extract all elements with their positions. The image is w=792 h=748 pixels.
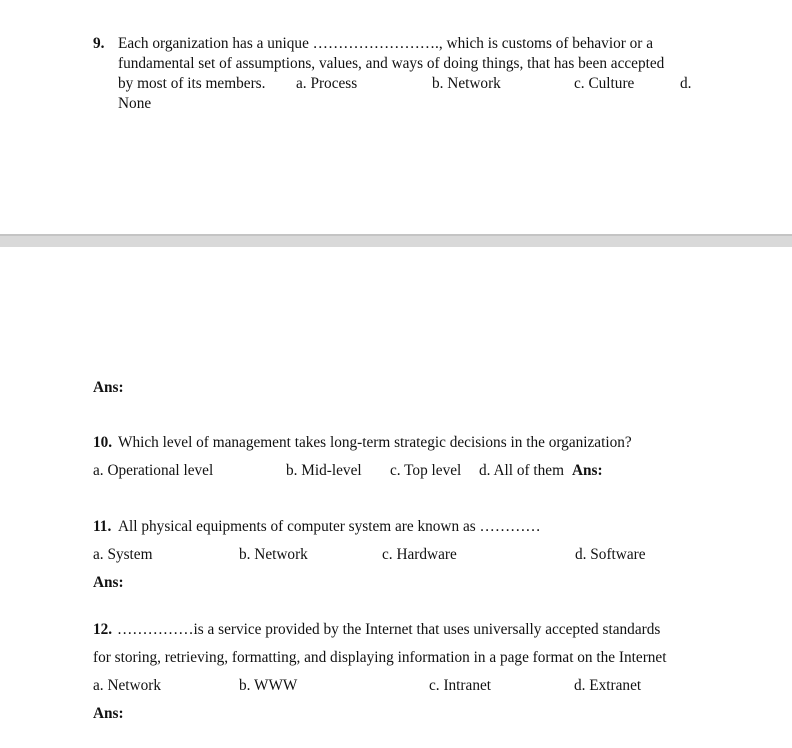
option-a: a. Network [93, 677, 161, 694]
option-d: d. Extranet [574, 677, 642, 694]
option-d: d. [680, 75, 692, 92]
question-number: 11. [93, 518, 112, 535]
question-text: All physical equipments of computer system are known as ………… [118, 518, 541, 535]
page-separator [0, 234, 792, 247]
question-text: Which level of management takes long-term strategic decisions in the organization? [118, 434, 632, 451]
option-c: c. Culture [574, 75, 635, 92]
option-d-text: None [118, 95, 152, 112]
answer-label: Ans: [572, 462, 603, 479]
option-c: c. Intranet [429, 677, 492, 694]
question-text-line-2: for storing, retrieving, formatting, and displaying information in a page format on the Internet [93, 649, 667, 666]
question-number: 9. [93, 35, 105, 52]
question-number: 12. [93, 621, 113, 638]
option-b: b. Network [239, 546, 308, 563]
option-c: c. Top level [390, 462, 462, 479]
page-bottom [0, 247, 792, 748]
option-b: b. WWW [239, 677, 298, 694]
question-number: 10. [93, 434, 113, 451]
page-top [0, 0, 792, 234]
option-a: a. System [93, 546, 153, 563]
option-d: d. All of them [479, 462, 564, 479]
option-b: b. Mid-level [286, 462, 362, 479]
option-b: b. Network [432, 75, 501, 92]
answer-label: Ans: [93, 705, 124, 722]
question-text-line-3: by most of its members. [118, 75, 266, 92]
option-c: c. Hardware [382, 546, 457, 563]
question-text-line-2: fundamental set of assumptions, values, and ways of doing things, that has been accepted [118, 55, 665, 72]
option-d: d. Software [575, 546, 646, 563]
answer-label: Ans: [93, 574, 124, 591]
option-a: a. Process [296, 75, 358, 92]
answer-label: Ans: [93, 379, 124, 396]
option-a: a. Operational level [93, 462, 214, 479]
question-text-line-1: Each organization has a unique ……………………., which is customs of behavior or a [118, 35, 653, 52]
question-text-line-1: ……………is a service provided by the Internet that uses universally accepted standards [117, 621, 661, 638]
